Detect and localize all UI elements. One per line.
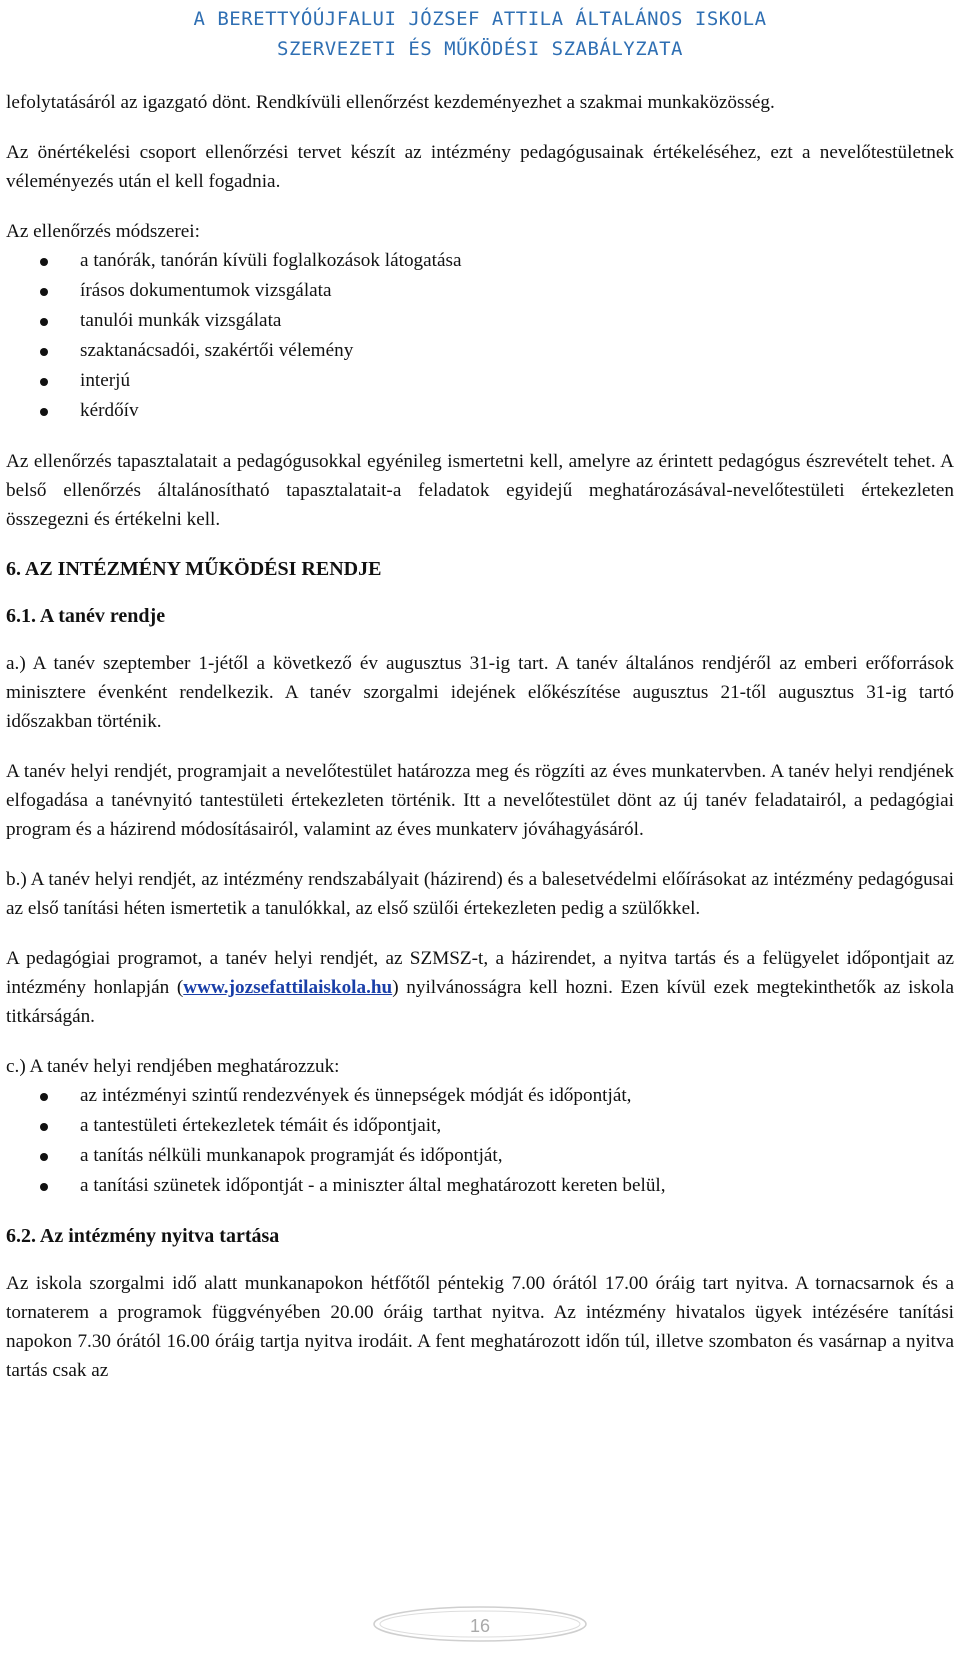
section-heading: 6. AZ INTÉZMÉNY MŰKÖDÉSI RENDJE (6, 558, 382, 580)
paragraph: Az ellenőrzés tapasztalatait a pedagógusokkal egyénileg ismertetni kell, amelyre az érintett pedagógus észrevételt tehet. A belső ellenőrzés általánosítható tapasztalatait-a feladatok egyidejű meghatározásával-nevelőtestületi értekezleten összegezni és értékelni kell. (6, 451, 954, 530)
list-item: a tanórák, tanórán kívüli foglalkozások látogatása (6, 246, 954, 276)
paragraph: a.) A tanév szeptember 1-jétől a következő év augusztus 31-ig tart. A tanév általános rendjéről az emberi erőforrások minisztere évenként rendelkezik. A tanév szorgalmi idejének előkészítése augusztus 21-től augusztus 31-ig tartó időszakban történik. (6, 653, 954, 732)
paragraph-text: A pedagógiai programot, a tanév helyi rendjét, az SZMSZ-t, a házirendet, a nyitva tartás és a felügyelet időpontjait az intézmény honlapján ( (6, 948, 954, 998)
list-item: a tantestületi értekezletek témáit és időpontjait, (6, 1111, 954, 1141)
paragraph: Az iskola szorgalmi idő alatt munkanapokon hétfőtől péntekig 7.00 órától 17.00 óráig tart nyitva. A tornacsarnok és a tornaterem a programok függvényében 20.00 óráig tarthat nyitva. Az intézmény hivatalos ügyek intézésére tanítási napokon 7.30 órától 16.00 óráig tartja nyitva irodáit. A fent meghatározott időn túl, illetve szombaton és vasárnap a nyitva tartás csak az (6, 1273, 954, 1381)
paragraph: lefolytatásáról az igazgató dönt. Rendkívüli ellenőrzést kezdeményezhet a szakmai munkaközösség. (6, 92, 775, 113)
list-item: a tanítás nélküli munkanapok programját és időpontját, (6, 1141, 954, 1171)
methods-intro: Az ellenőrzés módszerei: (6, 221, 200, 242)
list-item: írásos dokumentumok vizsgálata (6, 276, 954, 306)
methods-list (6, 246, 954, 426)
list-item: interjú (6, 366, 954, 396)
list-item: tanulói munkák vizsgálata (6, 306, 954, 336)
header-document-title: SZERVEZETI ÉS MŰKÖDÉSI SZABÁLYZATA (277, 38, 683, 60)
subsection-heading: 6.1. A tanév rendje (6, 605, 166, 627)
school-website-link[interactable]: www.jozsefattilaiskola.hu (183, 977, 393, 998)
list-item: kérdőív (6, 396, 954, 426)
c-list (6, 1081, 954, 1201)
paragraph: b.) A tanév helyi rendjét, az intézmény rendszabályait (házirend) és a balesetvédelmi előírásokat az intézmény pedagógusai az első tanítási héten ismertetik a tanulókkal, az első szülői értekezleten pedig a szülőkkel. (6, 869, 954, 919)
list-item: az intézményi szintű rendezvények és ünnepségek módját és időpontját, (6, 1081, 954, 1111)
paragraph (6, 944, 954, 1031)
page-header (0, 4, 960, 64)
paragraph: Az önértékelési csoport ellenőrzési tervet készít az intézmény pedagógusainak értékeléséhez, ezt a nevelőtestületnek véleményezés után el kell fogadnia. (6, 142, 954, 192)
document-body (6, 88, 954, 1406)
page-number: 16 (469, 1616, 491, 1636)
list-item: szaktanácsadói, szakértői vélemény (6, 336, 954, 366)
header-school-name: A BERETTYÓÚJFALUI JÓZSEF ATTILA ÁLTALÁNOS ISKOLA (193, 8, 767, 30)
page-footer (0, 1604, 960, 1644)
c-intro: c.) A tanév helyi rendjében meghatározzuk: (6, 1056, 340, 1077)
paragraph-text: ) nyilvánosságra kell hozni. Ezen kívül ezek megtekinthetők az iskola titkárságán. (6, 977, 954, 1027)
subsection-heading: 6.2. Az intézmény nyitva tartása (6, 1225, 280, 1247)
paragraph: A tanév helyi rendjét, programjait a nevelőtestület határozza meg és rögzíti az éves munkatervben. A tanév helyi rendjének elfogadása a tanévnyitó tantestületi értekezleten történik. Itt a nevelőtestület dönt az új tanév feladatairól, a pedagógiai program és a házirend módosításairól, valamint az éves munkaterv jóváhagyásáról. (6, 761, 954, 840)
list-item: a tanítási szünetek időpontját - a miniszter által meghatározott kereten belül, (6, 1171, 954, 1201)
